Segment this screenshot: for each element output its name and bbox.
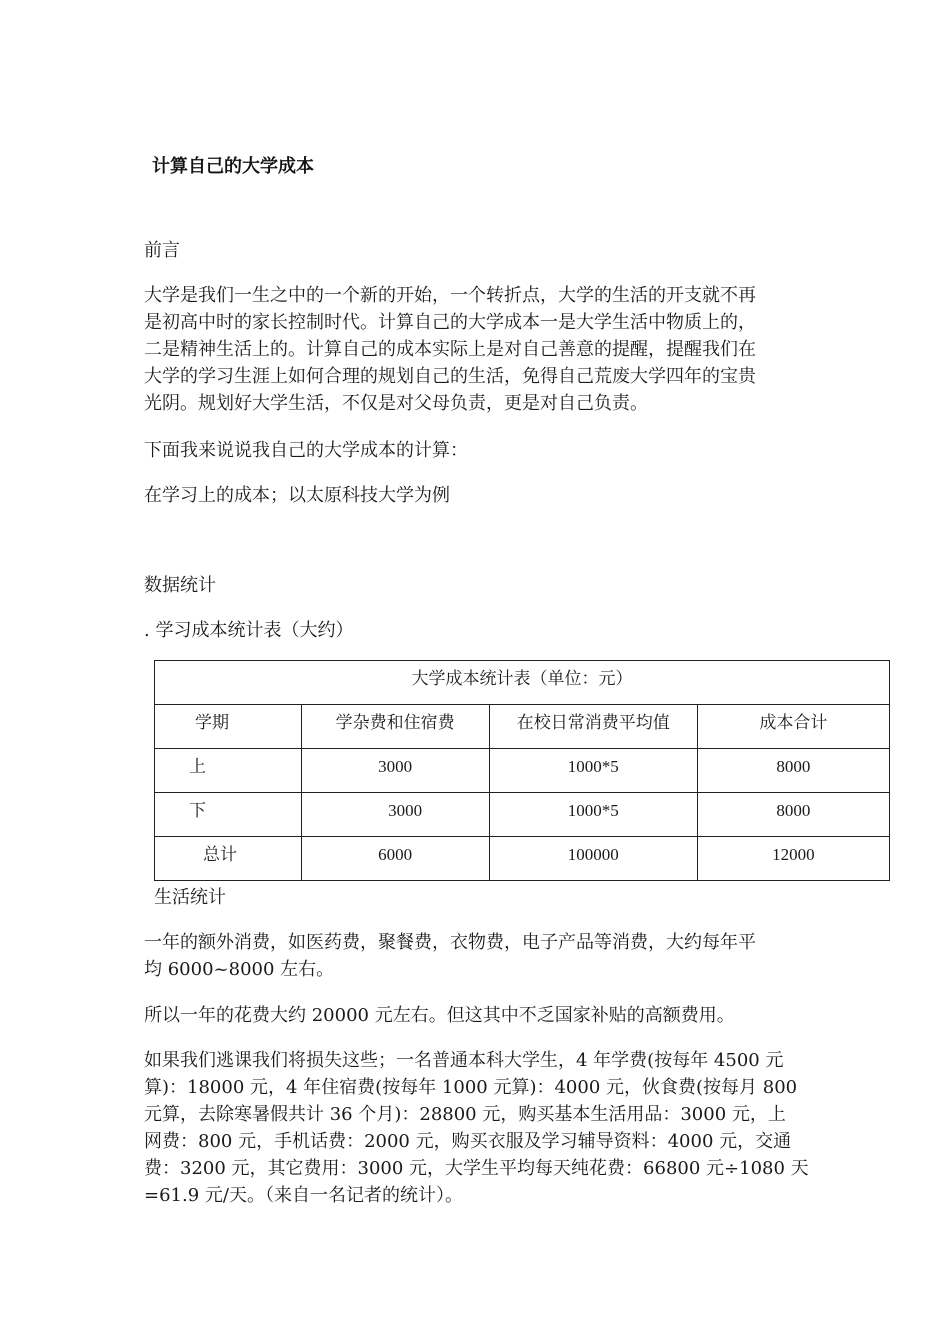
table-row <box>155 749 890 793</box>
header-term: 学期 <box>195 713 229 733</box>
paragraph-line: 网费：800 元，手机话费：2000 元，购买衣服及学习辅导资料：4000 元，交通 <box>144 1131 792 1152</box>
table-caption: . 学习成本统计表（大约） <box>144 620 354 641</box>
stats-heading: 数据统计 <box>144 575 216 596</box>
header-tuition: 学杂费和住宿费 <box>335 713 455 733</box>
paragraph-line: 均 6000~8000 左右。 <box>144 959 335 980</box>
paragraph-line: 大学的学习生涯上如何合理的规划自己的生活，免得自己荒废大学四年的宝贵 <box>144 366 756 387</box>
table-cell: 上 <box>189 757 206 777</box>
table-cell: 1000*5 <box>567 801 619 820</box>
preface-heading: 前言 <box>144 240 180 261</box>
table-title: 大学成本统计表（单位：元） <box>411 669 633 689</box>
table-cell: 3000 <box>388 801 423 820</box>
table-cell: 1000*5 <box>567 757 619 776</box>
paragraph-line: 二是精神生活上的。计算自己的成本实际上是对自己善意的提醒，提醒我们在 <box>144 339 756 360</box>
paragraph-line: 光阴。规划好大学生活，不仅是对父母负责，更是对自己负责。 <box>144 393 648 414</box>
paragraph-line: 是初高中时的家长控制时代。计算自己的大学成本一是大学生活中物质上的， <box>144 312 756 333</box>
table-header-row <box>155 705 890 749</box>
table-cell: 8000 <box>776 757 811 776</box>
header-total-cost: 成本合计 <box>759 713 828 733</box>
paragraph-line: 一年的额外消费，如医药费，聚餐费，衣物费，电子产品等消费，大约每年平 <box>144 932 756 953</box>
table-cell: 下 <box>189 801 206 821</box>
table-cell: 8000 <box>776 801 811 820</box>
intro-line: 下面我来说说我自己的大学成本的计算： <box>144 440 468 461</box>
paragraph-line: =61.9 元/天。（来自一名记者的统计）。 <box>144 1185 463 1206</box>
table-cell: 12000 <box>772 845 815 864</box>
paragraph-line: 如果我们逃课我们将损失这些；一名普通本科大学生，4 年学费(按每年 4500 元 <box>144 1050 784 1071</box>
table-cell: 100000 <box>567 845 619 864</box>
paragraph-line: 费：3200 元，其它费用：3000 元，大学生平均每天纯花费：66800 元÷1080 天 <box>144 1158 809 1179</box>
table-row <box>155 793 890 837</box>
cost-table <box>154 660 890 881</box>
table-cell: 6000 <box>378 845 413 864</box>
table-row <box>155 837 890 881</box>
study-cost-line: 在学习上的成本；以太原科技大学为例 <box>144 485 450 506</box>
table-cell: 总计 <box>203 845 237 865</box>
paragraph-line: 大学是我们一生之中的一个新的开始，一个转折点，大学的生活的开支就不再 <box>144 285 756 306</box>
paragraph-line: 元算，去除寒暑假共计 36 个月)：28800 元，购买基本生活用品：3000 元，上 <box>144 1104 786 1125</box>
table-cell: 3000 <box>378 757 413 776</box>
header-daily-spending: 在校日常消费平均值 <box>516 713 670 733</box>
page-title: 计算自己的大学成本 <box>152 156 314 177</box>
table-title-row <box>155 661 890 705</box>
life-heading: 生活统计 <box>154 887 226 908</box>
annual-cost-line: 所以一年的花费大约 20000 元左右。但这其中不乏国家补贴的高额费用。 <box>144 1005 735 1026</box>
paragraph-line: 算)：18000 元，4 年住宿费(按每年 1000 元算)：4000 元，伙食费(按每月 800 <box>144 1077 798 1098</box>
